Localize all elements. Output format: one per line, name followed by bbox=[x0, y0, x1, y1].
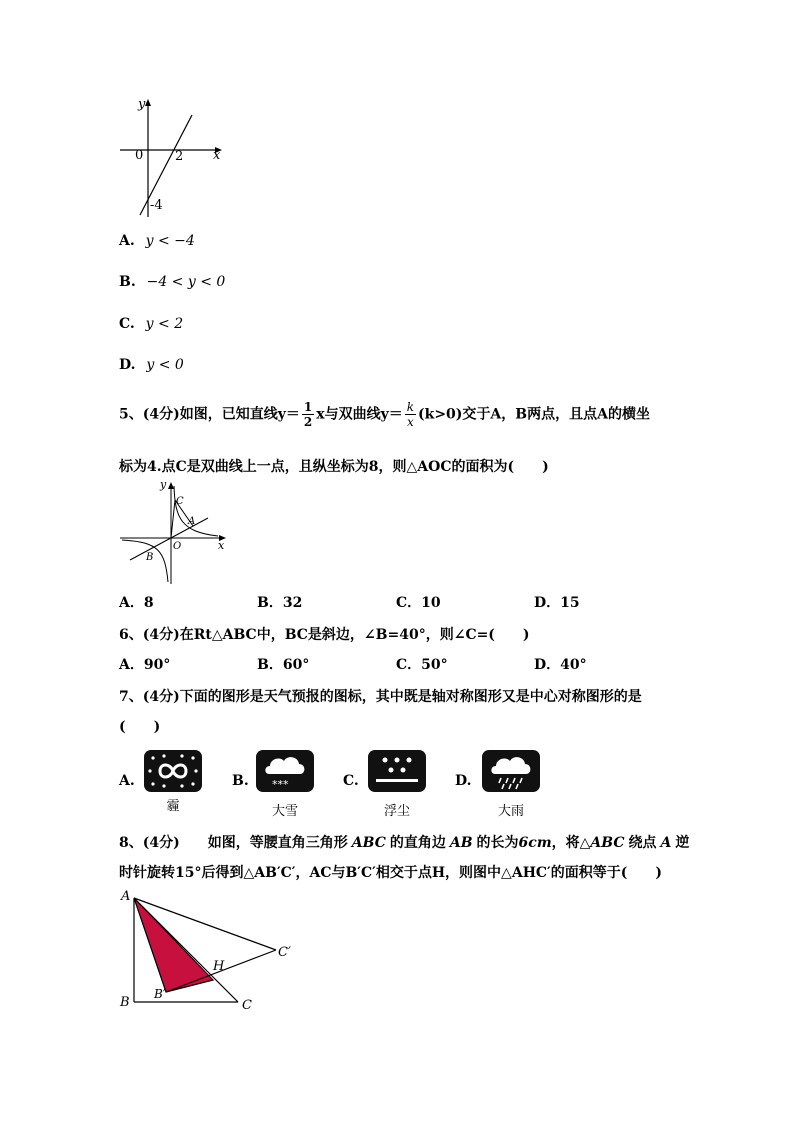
point-b-label: B bbox=[146, 552, 154, 563]
point-h-label: H bbox=[213, 959, 225, 974]
q7-paren: ( ) bbox=[119, 719, 161, 735]
q6-option-d[interactable]: D．40° bbox=[534, 657, 587, 673]
q5-option-c[interactable]: C．10 bbox=[396, 595, 441, 611]
q7-option-d[interactable]: D. bbox=[455, 773, 472, 789]
q6-option-a[interactable]: A．90° bbox=[119, 657, 171, 673]
line-through-origin bbox=[130, 518, 208, 560]
heavy-snow-caption: 大雪 bbox=[271, 804, 298, 819]
q5-option-d[interactable]: D．15 bbox=[534, 595, 580, 611]
q5-question-line1: 5、(4分)如图，已知直线y＝ $\frac{1}{2}$ x与双曲线y＝ $\frac{k}{x}$ (k>0)交于A，B两点，且点A的横坐 bbox=[119, 400, 650, 429]
rotated-triangle-figure bbox=[116, 884, 306, 1014]
heavy-snow-icon-graphic bbox=[256, 750, 314, 792]
q4-option-b[interactable]: B. −4 < y < 0 bbox=[119, 274, 226, 290]
haze-icon bbox=[144, 750, 202, 792]
floating-dust-icon bbox=[368, 750, 426, 792]
segment-oc bbox=[171, 500, 175, 538]
q5-fraction-1: $\frac{1}{2}$ bbox=[303, 400, 313, 429]
point-a-label: A bbox=[188, 516, 196, 527]
q7-option-a[interactable]: A. bbox=[119, 773, 135, 789]
hyperbola-branch-3 bbox=[122, 540, 168, 582]
q5-question-line2: 标为4.点C是双曲线上一点，且纵坐标为8，则△AOC的面积为( ) bbox=[119, 459, 549, 475]
origin-label: 0 bbox=[135, 148, 144, 163]
origin-label: O bbox=[173, 541, 182, 552]
heavy-rain-icon-graphic bbox=[482, 750, 540, 792]
heavy-rain-caption: 大雨 bbox=[497, 804, 524, 819]
point-b-prime-label: B′ bbox=[154, 987, 166, 1001]
y-axis-arrow bbox=[145, 99, 151, 106]
q8-question-line2: 时针旋转15°后得到△AB′C′，AC与B′C′相交于点H，则图中△AHC′的面积等于( ) bbox=[119, 865, 662, 881]
q5-fraction-2: $\frac{k}{x}$ bbox=[406, 400, 414, 429]
y-axis-label: y bbox=[138, 97, 146, 112]
q4-option-c[interactable]: C. y < 2 bbox=[119, 316, 184, 332]
q8-question-line1: 8、(4分) 如图，等腰直角三角形 ABC 的直角边 AB 的长为6cm，将△ABC 绕点 A 逆 bbox=[119, 835, 690, 851]
x-axis-label: x bbox=[218, 539, 225, 552]
point-b-label: B bbox=[120, 995, 130, 1010]
heavy-rain-icon bbox=[482, 750, 540, 792]
haze-caption: 霾 bbox=[166, 799, 180, 814]
point-c-prime-label: C′ bbox=[278, 945, 291, 960]
y-axis-label: y bbox=[160, 478, 167, 491]
x-intercept-label: 2 bbox=[175, 149, 184, 164]
hyperbola-graph-figure bbox=[118, 478, 230, 586]
y-intercept-label: -4 bbox=[150, 198, 163, 213]
q6-option-b[interactable]: B．60° bbox=[257, 657, 310, 673]
point-a-label: A bbox=[121, 889, 131, 904]
q7-question: 7、(4分)下面的图形是天气预报的图标，其中既是轴对称图形又是中心对称图形的是 bbox=[119, 689, 642, 705]
line-graph-figure bbox=[118, 95, 228, 220]
q4-option-d[interactable]: D. y < 0 bbox=[119, 357, 184, 373]
q5-option-a[interactable]: A．8 bbox=[119, 595, 154, 611]
q6-question: 6、(4分)在Rt△ABC中，BC是斜边，∠B=40°，则∠C=( ) bbox=[119, 627, 530, 643]
y-axis-arrow bbox=[168, 482, 174, 489]
haze-icon-graphic bbox=[144, 750, 202, 792]
floating-dust-icon-graphic bbox=[368, 750, 426, 792]
q6-option-c[interactable]: C．50° bbox=[396, 657, 448, 673]
floating-dust-caption: 浮尘 bbox=[383, 804, 410, 819]
heavy-snow-icon bbox=[256, 750, 314, 792]
point-c-label: C bbox=[242, 998, 252, 1013]
q7-option-c[interactable]: C. bbox=[343, 773, 359, 789]
svg-text:***: *** bbox=[272, 778, 289, 791]
q4-option-a[interactable]: A. y < −4 bbox=[119, 233, 195, 249]
q7-option-b[interactable]: B. bbox=[232, 773, 249, 789]
q5-option-b[interactable]: B．32 bbox=[257, 595, 303, 611]
x-axis-label: x bbox=[213, 148, 221, 163]
point-c-label: C bbox=[176, 496, 184, 507]
hyperbola-branch-1 bbox=[174, 486, 218, 536]
